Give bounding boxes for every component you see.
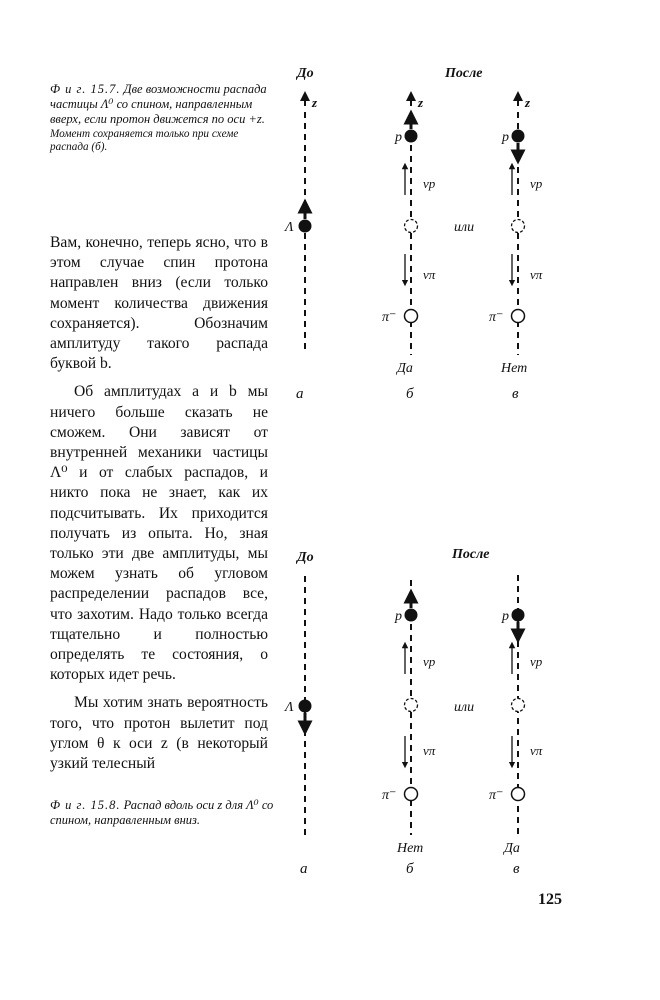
- pion-velocity-label: vπ: [530, 743, 543, 758]
- pion-particle: [405, 310, 418, 323]
- lambda-label: Λ: [285, 700, 294, 715]
- proton-particle: [405, 609, 418, 622]
- panel-b: [382, 95, 436, 402]
- proton-particle: [512, 130, 525, 143]
- panel-letter-a: а: [296, 386, 304, 402]
- figure-15-8-label: Ф и г. 15.8.: [50, 798, 121, 812]
- verdict-b: Да: [397, 361, 413, 376]
- figure-15-7-label: Ф и г. 15.7.: [50, 82, 121, 96]
- z-axis-label: z: [418, 95, 424, 110]
- proton-velocity-label: vp: [423, 654, 436, 669]
- figure-15-8-diagram: [283, 547, 543, 877]
- verdict-c: Да: [504, 841, 520, 856]
- panel-letter-b: б: [406, 386, 414, 402]
- panel-letter-a: а: [300, 861, 308, 877]
- pion-velocity-label: vπ: [423, 743, 436, 758]
- lambda-particle: [299, 700, 312, 713]
- panel-letter-c: в: [512, 386, 519, 402]
- decay-point: [405, 699, 418, 712]
- proton-particle: [512, 609, 525, 622]
- proton-velocity-label: vp: [530, 654, 543, 669]
- or-label: или: [454, 220, 475, 235]
- proton-particle: [405, 130, 418, 143]
- lambda-label: Λ: [285, 220, 294, 235]
- proton-velocity-label: vp: [530, 176, 543, 191]
- panel-letter-c: в: [513, 861, 520, 877]
- pion-label: π⁻: [382, 788, 397, 803]
- pion-particle: [405, 788, 418, 801]
- verdict-b: Нет: [397, 841, 424, 856]
- figure-15-8-caption-text: Распад вдоль оси z для Λ⁰ со спином, направленным вниз.: [50, 798, 274, 827]
- header-before: До: [297, 66, 314, 81]
- panel-a: [283, 576, 312, 877]
- panel-b: [382, 580, 436, 877]
- page-number: 125: [538, 891, 562, 908]
- figure-15-7-note: Момент сохраняется только при схеме распада (б).: [50, 128, 239, 153]
- verdict-c: Нет: [501, 361, 528, 376]
- pion-particle: [512, 310, 525, 323]
- proton-label: p: [395, 130, 402, 145]
- pion-label: π⁻: [489, 310, 504, 325]
- figure-15-7-diagram: [283, 66, 543, 402]
- pion-label: π⁻: [382, 310, 397, 325]
- paragraph-2: Об амплитудах a и b мы ничего больше сказать не сможем. Они зависят от внутренней механики частицы Λ⁰ и от слабых распадов, и никто пока не знает, как их подсчитывать. Их приходится получать из опыта. Но, зная только эти две амплитуды, мы можем узнать об угловом распределении распадов все, что захотим. Надо только всегда тщательно и полностью определять те состояния, о которых идет речь.: [50, 383, 268, 684]
- paragraph-1: Вам, конечно, теперь ясно, что в этом случае спин протона направлен вниз (если только момент количества движения сохраняется). Обозначим амплитуду такого распада буквой b.: [50, 234, 268, 373]
- header-before: До: [297, 550, 314, 565]
- header-after: После: [452, 547, 490, 562]
- decay-point: [405, 220, 418, 233]
- or-label: или: [454, 700, 475, 715]
- header-after: После: [445, 66, 483, 81]
- z-axis-label: z: [312, 95, 318, 110]
- proton-label: p: [395, 609, 402, 624]
- pion-label: π⁻: [489, 788, 504, 803]
- proton-velocity-label: vp: [423, 176, 436, 191]
- decay-point: [512, 699, 525, 712]
- lambda-particle: [299, 220, 312, 233]
- figure-15-7-caption-text: Две возможности распада частицы Λ⁰ со спином, направленным вверх, если протон движется по оси +z.: [50, 82, 267, 126]
- pion-velocity-label: vπ: [530, 267, 543, 282]
- panel-letter-b: б: [406, 861, 414, 877]
- panel-a: [283, 95, 318, 402]
- pion-velocity-label: vπ: [423, 267, 436, 282]
- pion-particle: [512, 788, 525, 801]
- panel-c: [489, 95, 543, 402]
- decay-point: [512, 220, 525, 233]
- z-axis-label: z: [525, 95, 531, 110]
- proton-label: p: [502, 609, 509, 624]
- paragraph-3: Мы хотим знать вероятность того, что протон вылетит под углом θ к оси z (в некоторый узкий телесный: [50, 694, 268, 773]
- panel-c: [489, 575, 543, 877]
- proton-label: p: [502, 130, 509, 145]
